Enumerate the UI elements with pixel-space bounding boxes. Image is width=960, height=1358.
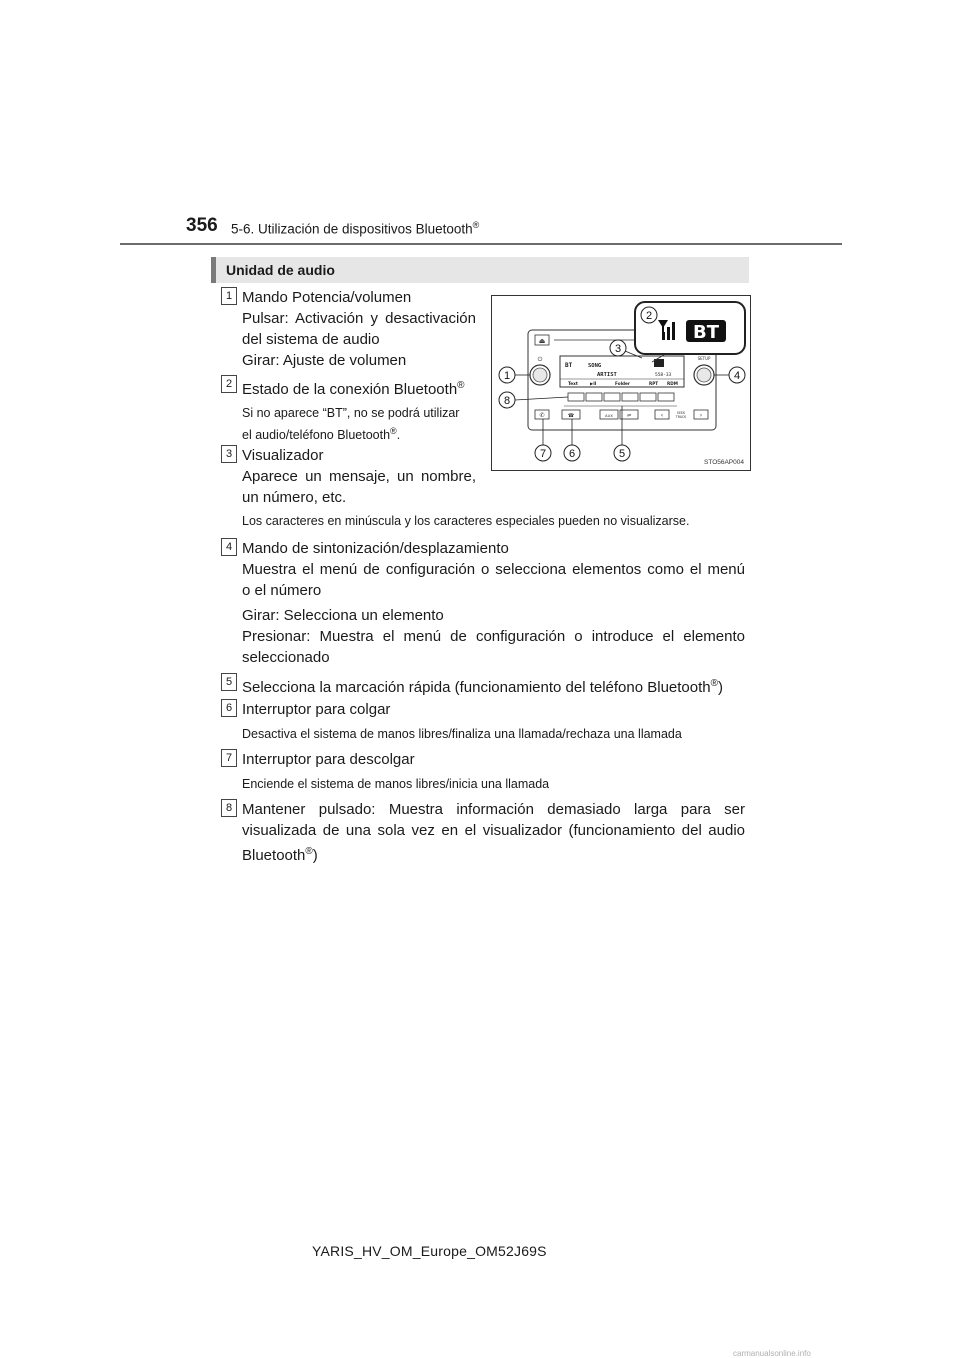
watermark: carmanualsonline.info — [733, 1349, 811, 1358]
item-number-5: 5 — [221, 673, 237, 691]
callout-3-label: 3 — [614, 343, 622, 355]
softkey-rdm: RDM — [667, 381, 678, 386]
item-5-text: Selecciona la marcación rápida (funcionamiento del teléfono Bluetooth®) — [242, 678, 724, 696]
item-3-text: Visualizador Aparece un mensaje, un nombre, un número, etc. — [242, 447, 476, 506]
item-8-text: Mantener pulsado: Muestra información demasiado larga para ser visualizada de una sola vez en el visualizador (funcionamiento del audio Bluetooth®) — [242, 801, 745, 864]
item-4-text-2: Girar: Selecciona un elemento Presionar: Muestra el menú de configuración o introduce el elemento seleccionado — [242, 607, 745, 666]
header-divider — [120, 243, 842, 245]
usb-icon: ⇌ — [626, 413, 632, 419]
callout-1-label: 1 — [503, 370, 511, 382]
softkey-play: ▶II — [590, 381, 597, 386]
chevron-left-icon: ‹ — [660, 412, 664, 419]
section-heading — [211, 257, 749, 283]
footer-document-code: YARIS_HV_OM_Europe_OM52J69S — [312, 1243, 547, 1259]
item-2-note: Si no aparece “BT”, no se podrá utilizar el audio/teléfono Bluetooth®. — [242, 406, 460, 443]
tune-knob-inner — [697, 368, 711, 382]
softkey-rpt: RPT — [649, 381, 659, 386]
power-knob-inner — [533, 368, 547, 382]
callout-6-label: 6 — [568, 448, 576, 460]
callout-5-label: 5 — [618, 448, 626, 460]
section-accent — [211, 257, 216, 283]
phone-hangup-icon: ☎ — [567, 413, 575, 419]
chevron-right-icon: › — [699, 412, 703, 419]
audio-unit-figure — [491, 295, 751, 471]
callout-2-label: 2 — [645, 310, 653, 322]
item-2-title: Estado de la conexión Bluetooth® — [242, 380, 465, 398]
item-1-text: Mando Potencia/volumen Pulsar: Activación y desactivación del sistema de audio Girar: Ajuste de volumen — [242, 289, 476, 369]
item-number-7: 7 — [221, 749, 237, 767]
setup-label: SETUP — [697, 356, 711, 361]
display-artist: ARTIST — [597, 372, 617, 378]
phone-pickup-icon: ✆ — [539, 412, 545, 419]
eject-icon: ⏏ — [538, 337, 546, 345]
section-title: Unidad de audio — [226, 262, 335, 278]
figure-code: STO56AP004 — [704, 459, 744, 466]
item-6-note: Desactiva el sistema de manos libres/finaliza una llamada/rechaza una llamada — [242, 727, 682, 741]
audio-unit-diagram — [492, 296, 750, 470]
item-7-text: Interruptor para descolgar — [242, 751, 415, 768]
callout-7-label: 7 — [539, 448, 547, 460]
item-3-note: Los caracteres en minúscula y los caracteres especiales pueden no visualizarse. — [242, 514, 690, 528]
item-4-text: Mando de sintonización/desplazamiento Muestra el menú de configuración o selecciona elementos como el menú o el número — [242, 540, 745, 599]
display-song: SONG — [588, 363, 602, 369]
callout-4-label: 4 — [733, 370, 741, 382]
softkey-text: Text — [568, 381, 578, 386]
page-number: 356 — [186, 215, 218, 236]
seek-track-label: SEEK — [676, 411, 686, 415]
seek-track-label-2: TRACK — [675, 415, 687, 419]
item-number-4: 4 — [221, 538, 237, 556]
bt-badge-text: BT — [693, 322, 719, 343]
item-7-note: Enciende el sistema de manos libres/inicia una llamada — [242, 777, 550, 791]
display-time: 558-33 — [655, 373, 672, 378]
item-number-6: 6 — [221, 699, 237, 717]
callout-8-label: 8 — [503, 395, 511, 407]
aux-label: AUX — [605, 413, 613, 418]
item-number-1: 1 — [221, 287, 237, 305]
item-number-2: 2 — [221, 375, 237, 393]
softkey-folder: Folder — [615, 381, 630, 386]
item-number-3: 3 — [221, 445, 237, 463]
power-icon: ⏻ — [537, 356, 543, 363]
item-number-8: 8 — [221, 799, 237, 817]
chapter-title: 5-6. Utilización de dispositivos Bluetooth® — [231, 220, 480, 237]
item-6-text: Interruptor para colgar — [242, 701, 391, 718]
display-bt: BT — [565, 362, 573, 369]
